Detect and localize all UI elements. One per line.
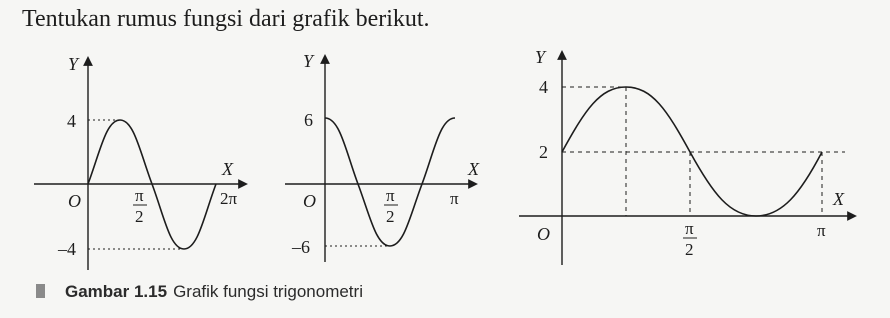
graph-3-origin-label: O	[537, 224, 550, 244]
graph-2	[285, 51, 480, 262]
graph-1-x-tick-num: π	[135, 186, 144, 205]
graph-2-x-tick-den: 2	[386, 207, 395, 226]
graph-3-x-tick-den: 2	[685, 240, 694, 259]
graph-2-y-tick-max: 6	[304, 110, 313, 130]
graph-3-y-tick-max: 4	[539, 77, 548, 97]
graph-2-x-axis-label: X	[468, 159, 479, 179]
graph-1-x-tick-den: 2	[135, 207, 144, 226]
graph-1-origin-label: O	[68, 191, 81, 211]
graph-2-curve	[325, 118, 455, 246]
figure-caption	[36, 282, 363, 302]
caption-text: Grafik fungsi trigonometri	[173, 282, 363, 301]
graph-1-x-tick-end: 2π	[220, 189, 238, 208]
graph-3-x-tick-end: π	[817, 221, 826, 240]
graph-1	[34, 54, 246, 270]
graph-2-x-tick-num: π	[386, 186, 395, 205]
caption-marker	[36, 284, 45, 298]
graph-3-y-axis-label: Y	[535, 47, 546, 67]
graph-1-y-tick-max: 4	[67, 111, 76, 131]
caption-label: Gambar 1.15	[65, 282, 168, 301]
graph-2-y-axis-label: Y	[303, 51, 314, 71]
graph-3-x-tick-num: π	[685, 219, 694, 238]
graph-2-x-tick-end: π	[450, 189, 459, 208]
graph-1-y-tick-min: –4	[58, 239, 76, 259]
graph-3	[519, 47, 855, 265]
graph-1-x-axis-label: X	[222, 159, 233, 179]
graph-2-origin-label: O	[303, 191, 316, 211]
graph-2-y-tick-min: –6	[292, 237, 310, 257]
graph-3-x-axis-label: X	[833, 189, 844, 209]
graph-3-y-tick-mid: 2	[539, 142, 548, 162]
graph-1-y-axis-label: Y	[68, 54, 79, 74]
instruction-text: Tentukan rumus fungsi dari grafik berikut.	[22, 6, 430, 32]
